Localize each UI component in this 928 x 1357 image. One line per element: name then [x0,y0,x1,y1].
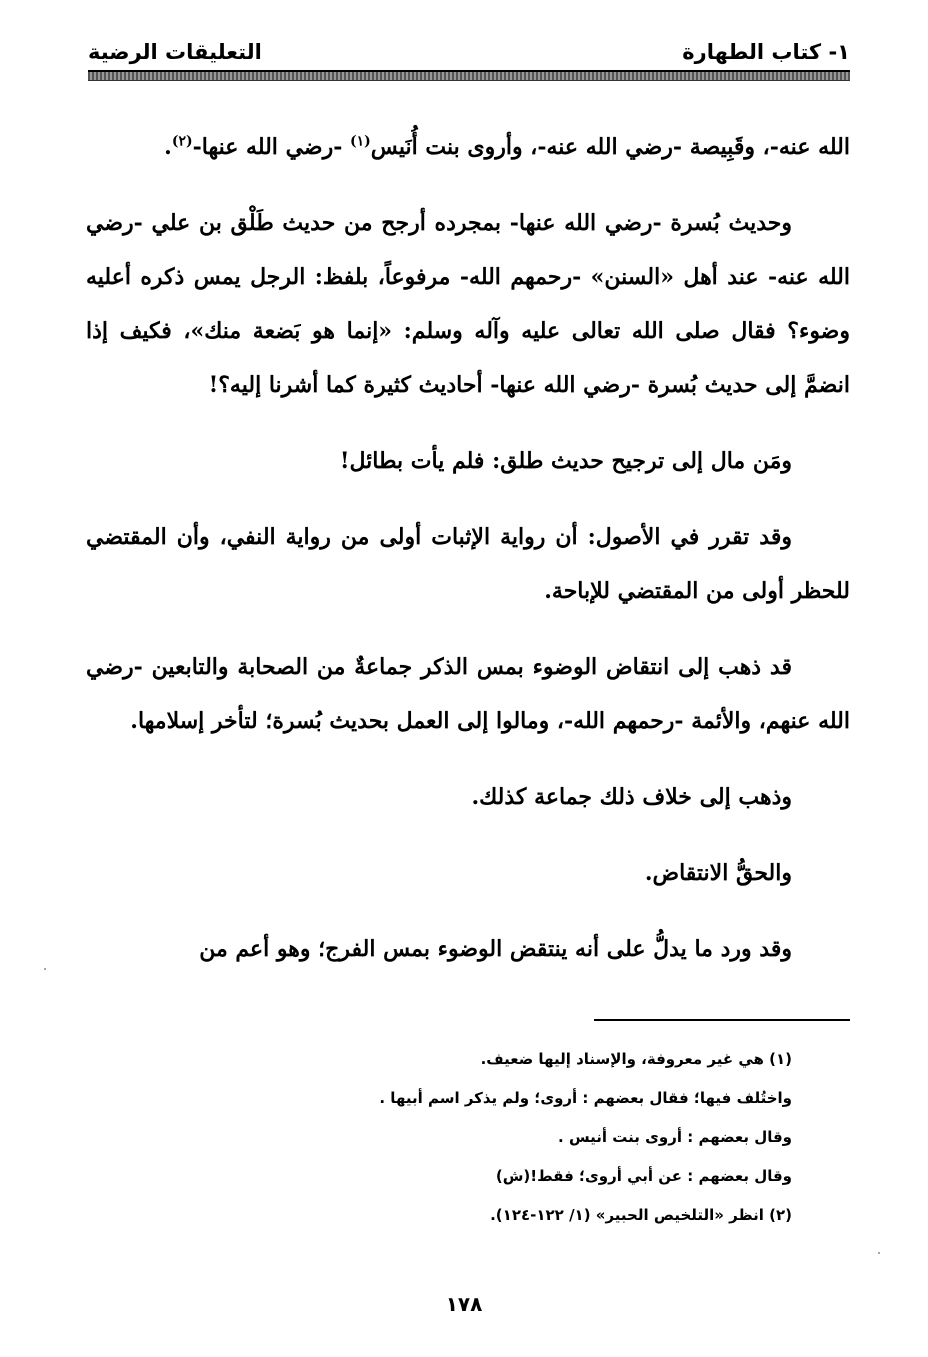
scan-speck [44,968,46,970]
footnote-1-line-3: وقال بعضهم : أروى بنت أنيس . [558,1128,792,1146]
footnote-divider [594,1019,850,1021]
paragraph-further-evidence: وقد ورد ما يدلُّ على أنه ينتقض الوضوء بمس الفرج؛ وهو أعم من [199,936,792,962]
paragraph-scholars-view: قد ذهب إلى انتقاض الوضوء بمس الذكر جماعةٌ من الصحابة والتابعين -رضي الله عنهم، والأئمة -رحمهم الله-، ومالوا إلى العمل بحديث بُسرة؛ لتأخر إسلامها. [86,654,850,734]
footnotes [300,1040,792,1235]
chapter-title: ١- كتاب الطهارة [682,40,850,64]
footnote-2: (٢) انظر «التلخيص الحبير» (١/ ١٢٢-١٢٤). [490,1206,792,1224]
running-header [88,38,850,68]
footnote-1-line-4: وقال بعضهم : عن أبي أروى؛ فقط!(ش) [495,1167,792,1185]
paragraph-talq-preference: ومَن مال إلى ترجيح حديث طلق: فلم يأت بطائل! [339,448,792,474]
paragraph-conclusion: والحقُّ الانتقاض. [644,860,792,886]
paragraph-busra-hadith: وحديث بُسرة -رضي الله عنها- بمجرده أرجح من حديث طَلْق بن علي -رضي الله عنه- عند أهل «السنن» -رحمهم الله- مرفوعاً، بلفظ: الرجل يمس ذكره أعليه وضوء؟ فقال صلى الله تعالى عليه وآله وسلم: «إنما هو بَضعة منك»، فكيف إذا انضمَّ إلى حديث بُسرة -رضي الله عنها- أحاديث كثيرة كما أشرنا إليه؟! [86,210,850,398]
paragraph-continuation: الله عنه-، وقَبِيصة -رضي الله عنه-، وأروى بنت أُنَيس$^{(١)}$ -رضي الله عنها-$^{(٢)}$. [164,133,850,160]
paragraph-usul-rule: وقد تقرر في الأصول: أن رواية الإثبات أولى من رواية النفي، وأن المقتضي للحظر أولى من المقتضي للإباحة. [86,524,850,604]
paragraph-opposing-view: وذهب إلى خلاف ذلك جماعة كذلك. [471,784,792,810]
page-number: ١٧٨ [445,1292,483,1316]
footnote-marker-2[interactable]: (٢) [171,133,193,150]
main-text [86,120,850,998]
book-title: التعليقات الرضية [88,40,262,64]
footnote-1: (١) هي غير معروفة، والإسناد إليها ضعيف. [480,1050,792,1068]
footnote-1-line-2: واختُلف فيها؛ فقال بعضهم : أروى؛ ولم يذكر اسم أبيها . [379,1089,792,1107]
scan-speck [878,1252,880,1254]
footnote-marker-1[interactable]: (١) [350,133,371,150]
header-divider [88,70,850,81]
